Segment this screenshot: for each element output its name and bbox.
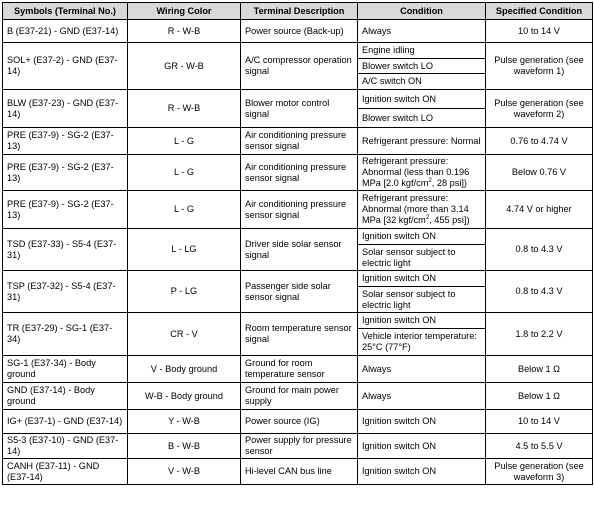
condition-cell: Refrigerant pressure: Normal: [358, 128, 486, 155]
table-row: [3, 155, 593, 191]
symbols-cell: SG-1 (E37-34) - Body ground: [3, 356, 128, 383]
header-row: [3, 3, 593, 20]
table-row: [3, 459, 593, 485]
specified-condition-cell: 4.5 to 5.5 V: [486, 434, 593, 459]
symbols-cell: SOL+ (E37-2) - GND (E37-14): [3, 43, 128, 90]
terminal-description-cell: Power source (Back-up): [241, 20, 358, 43]
terminal-description-cell: A/C compressor operation signal: [241, 43, 358, 90]
wiring-color-cell: W-B - Body ground: [128, 383, 241, 410]
specified-condition-cell: 4.74 V or higher: [486, 191, 593, 229]
table-row: [3, 90, 593, 109]
wiring-color-cell: P - LG: [128, 271, 241, 313]
condition-cell: Ignition switch ON: [358, 313, 486, 329]
terminal-description-cell: Room temperature sensor signal: [241, 313, 358, 356]
terminal-description-cell: Power supply for pressure sensor: [241, 434, 358, 459]
specified-condition-cell: Below 0.76 V: [486, 155, 593, 191]
table-row: [3, 313, 593, 329]
condition-cell: Ignition switch ON: [358, 90, 486, 109]
header-terminal-description: Terminal Description: [241, 3, 358, 20]
condition-cell: A/C switch ON: [358, 74, 486, 90]
condition-superscript: 2: [425, 214, 430, 221]
table-row: [3, 43, 593, 59]
condition-cell: Ignition switch ON: [358, 229, 486, 245]
specified-condition-cell: 0.8 to 4.3 V: [486, 271, 593, 313]
symbols-cell: TSD (E37-33) - S5-4 (E37-31): [3, 229, 128, 271]
wiring-color-cell: R - W-B: [128, 20, 241, 43]
condition-cell: [358, 155, 486, 191]
condition-cell: Vehicle interior temperature: 25°C (77°F): [358, 329, 486, 356]
condition-text: Refrigerant pressure: Abnormal (less than 0.196 MPa [2.0 kgf/cm: [362, 156, 470, 188]
terminal-description-cell: Power source (IG): [241, 410, 358, 434]
header-specified-condition: Specified Condition: [486, 3, 593, 20]
symbols-cell: TR (E37-29) - SG-1 (E37-34): [3, 313, 128, 356]
wiring-color-cell: R - W-B: [128, 90, 241, 128]
table-row: [3, 434, 593, 459]
symbols-cell: GND (E37-14) - Body ground: [3, 383, 128, 410]
condition-cell: Blower switch LO: [358, 109, 486, 128]
terminal-spec-table: [2, 2, 593, 485]
specified-condition-cell: 0.76 to 4.74 V: [486, 128, 593, 155]
wiring-color-cell: V - W-B: [128, 459, 241, 485]
condition-cell: Ignition switch ON: [358, 434, 486, 459]
condition-cell: Ignition switch ON: [358, 459, 486, 485]
table-row: [3, 229, 593, 245]
condition-text: Refrigerant pressure: Abnormal (more than 3.14 MPa [32 kgf/cm: [362, 193, 469, 225]
wiring-color-cell: L - LG: [128, 229, 241, 271]
table-row: [3, 191, 593, 229]
terminal-description-cell: Ground for main power supply: [241, 383, 358, 410]
table-row: [3, 20, 593, 43]
symbols-cell: PRE (E37-9) - SG-2 (E37-13): [3, 155, 128, 191]
condition-text: , 455 psi]): [429, 215, 470, 225]
header-symbols: Symbols (Terminal No.): [3, 3, 128, 20]
symbols-cell: B (E37-21) - GND (E37-14): [3, 20, 128, 43]
symbols-cell: PRE (E37-9) - SG-2 (E37-13): [3, 191, 128, 229]
specified-condition-cell: Pulse generation (see waveform 2): [486, 90, 593, 128]
terminal-description-cell: Air conditioning pressure sensor signal: [241, 155, 358, 191]
terminal-description-cell: Blower motor control signal: [241, 90, 358, 128]
wiring-color-cell: CR - V: [128, 313, 241, 356]
wiring-color-cell: Y - W-B: [128, 410, 241, 434]
wiring-color-cell: GR - W-B: [128, 43, 241, 90]
specified-condition-cell: 10 to 14 V: [486, 20, 593, 43]
table-row: [3, 128, 593, 155]
symbols-cell: PRE (E37-9) - SG-2 (E37-13): [3, 128, 128, 155]
condition-superscript: 2: [428, 177, 432, 184]
table-header: [3, 3, 593, 20]
terminal-description-cell: Hi-level CAN bus line: [241, 459, 358, 485]
wiring-color-cell: L - G: [128, 128, 241, 155]
wiring-color-cell: L - G: [128, 155, 241, 191]
header-wiring-color: Wiring Color: [128, 3, 241, 20]
symbols-cell: S5-3 (E37-10) - GND (E37-14): [3, 434, 128, 459]
condition-cell: Ignition switch ON: [358, 410, 486, 434]
condition-cell: [358, 191, 486, 229]
symbols-cell: TSP (E37-32) - S5-4 (E37-31): [3, 271, 128, 313]
header-condition: Condition: [358, 3, 486, 20]
specified-condition-cell: 10 to 14 V: [486, 410, 593, 434]
specified-condition-cell: Below 1 Ω: [486, 383, 593, 410]
condition-cell: Always: [358, 356, 486, 383]
symbols-cell: IG+ (E37-1) - GND (E37-14): [3, 410, 128, 434]
table-body: [3, 20, 593, 485]
terminal-description-cell: Air conditioning pressure sensor signal: [241, 191, 358, 229]
terminal-description-cell: Driver side solar sensor signal: [241, 229, 358, 271]
table-row: [3, 271, 593, 287]
table-row: [3, 410, 593, 434]
specified-condition-cell: 1.8 to 2.2 V: [486, 313, 593, 356]
terminal-description-cell: Ground for room temperature sensor: [241, 356, 358, 383]
condition-cell: Solar sensor subject to electric light: [358, 245, 486, 271]
condition-cell: Solar sensor subject to electric light: [358, 287, 486, 313]
condition-cell: Always: [358, 383, 486, 410]
table-row: [3, 356, 593, 383]
condition-cell: Engine idling: [358, 43, 486, 59]
table-row: [3, 383, 593, 410]
wiring-color-cell: L - G: [128, 191, 241, 229]
symbols-cell: CANH (E37-11) - GND (E37-14): [3, 459, 128, 485]
condition-cell: Ignition switch ON: [358, 271, 486, 287]
specified-condition-cell: Below 1 Ω: [486, 356, 593, 383]
wiring-color-cell: B - W-B: [128, 434, 241, 459]
specified-condition-cell: Pulse generation (see waveform 1): [486, 43, 593, 90]
condition-cell: Blower switch LO: [358, 59, 486, 74]
wiring-color-cell: V - Body ground: [128, 356, 241, 383]
symbols-cell: BLW (E37-23) - GND (E37-14): [3, 90, 128, 128]
condition-text: , 28 psi]): [431, 178, 467, 188]
specified-condition-cell: 0.8 to 4.3 V: [486, 229, 593, 271]
specified-condition-cell: Pulse generation (see waveform 3): [486, 459, 593, 485]
condition-cell: Always: [358, 20, 486, 43]
terminal-description-cell: Air conditioning pressure sensor signal: [241, 128, 358, 155]
terminal-description-cell: Passenger side solar sensor signal: [241, 271, 358, 313]
